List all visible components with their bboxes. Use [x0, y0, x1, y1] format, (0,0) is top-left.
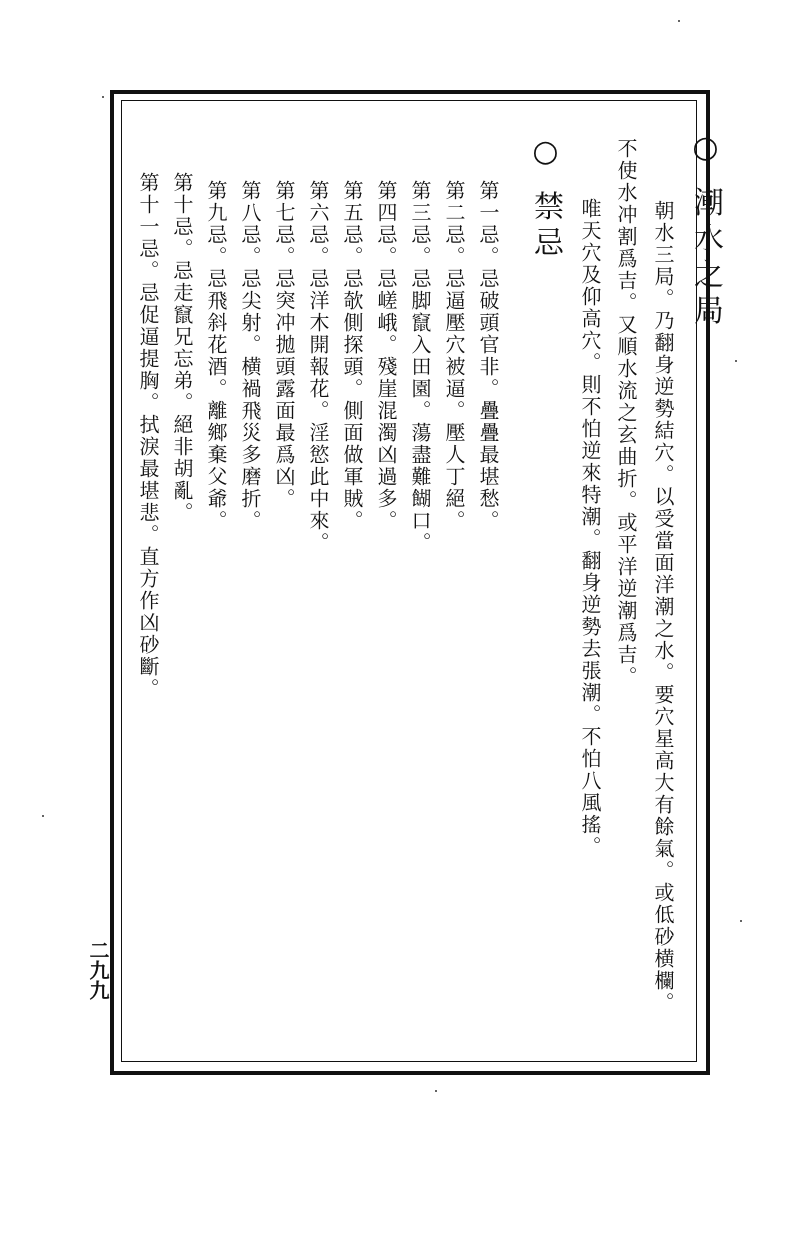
text-column: 不使水冲割爲吉。又順水流之玄曲折。或平洋逆潮爲吉。	[614, 138, 638, 688]
list-item: 第七忌。忌突冲拋頭露面最爲凶。	[272, 180, 296, 510]
list-item: 第四忌。忌嵯峨。殘崖混濁凶過多。	[374, 180, 398, 532]
scan-speck	[42, 815, 44, 817]
scan-speck	[735, 360, 737, 362]
scan-speck	[102, 96, 104, 98]
list-item: 第六忌。忌洋木開報花。淫慾此中來。	[306, 180, 330, 554]
list-item: 第八忌。忌尖射。横禍飛災多磨折。	[238, 180, 262, 532]
scan-speck	[740, 920, 742, 922]
scan-speck	[435, 1090, 437, 1092]
page-number: 二九九	[86, 940, 110, 1000]
text-column: 朝水三局。乃翻身逆勢結穴。以受當面洋潮之水。要穴星高大有餘氣。或低砂横欄。	[651, 200, 675, 1014]
section-heading-jinji: ○ 禁忌	[528, 134, 563, 263]
list-item: 第十一忌。忌促逼提胸。拭淚最堪悲。直方作凶砂斷。	[136, 172, 160, 700]
list-item: 第二忌。忌逼壓穴被逼。壓人丁絕。	[442, 180, 466, 532]
list-item: 第十忌。忌走竄兄忘弟。絕非胡亂。	[170, 172, 194, 524]
list-item: 第五忌。忌欹側探頭。側面做軍賊。	[340, 180, 364, 532]
list-item: 第九忌。忌飛斜花酒。離鄉棄父爺。	[204, 180, 228, 532]
list-item: 第一忌。忌破頭官非。疊疊最堪愁。	[476, 180, 500, 532]
text-column: 唯天穴及仰高穴。則不怕逆來特潮。翻身逆勢去張潮。不怕八風搖。	[578, 198, 602, 858]
scan-speck	[678, 20, 680, 22]
section-heading-chaoshui: ○ 潮水之局	[688, 130, 723, 331]
list-item: 第三忌。忌脚竄入田園。蕩盡難餬口。	[408, 180, 432, 554]
